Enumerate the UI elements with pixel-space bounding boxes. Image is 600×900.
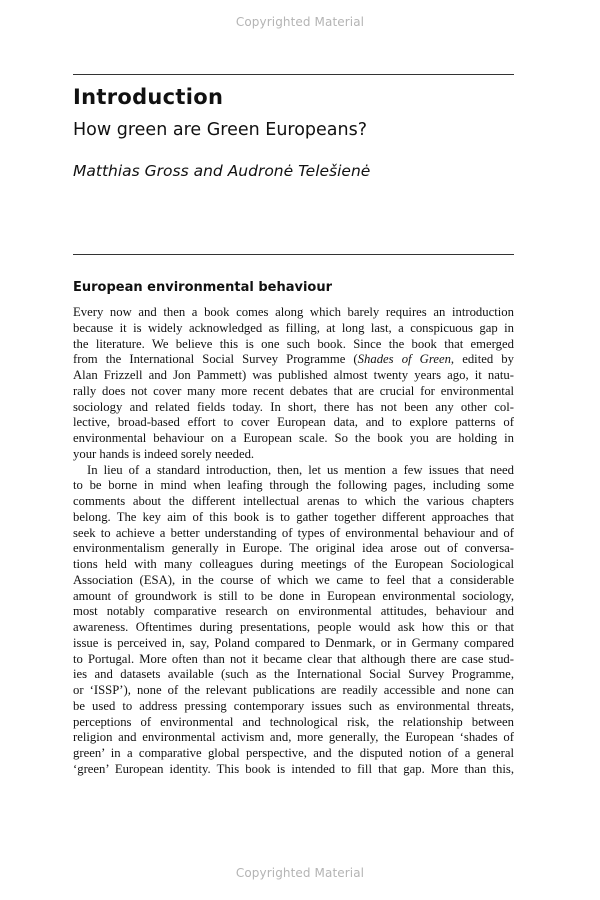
text-line: ies and datasets available (such as the International Social Survey Programme, <box>73 667 514 682</box>
copyright-watermark-bottom: Copyrighted Material <box>235 866 365 880</box>
text-line: Association (ESA), in the course of which we came to feel that a considerable <box>73 572 514 587</box>
text-line: to be borne in mind when leafing through the following pages, including some <box>73 478 514 493</box>
top-divider <box>73 74 514 75</box>
text-line: most notably comparative research on environmental attitudes, behaviour and <box>73 604 514 619</box>
copyright-watermark-top: Copyrighted Material <box>235 15 365 29</box>
text-line: your hands is indeed sorely needed. <box>73 446 255 461</box>
text-line: awareness. Oftentimes during presentations, people would ask how this or that <box>73 620 514 634</box>
text-line: environmental behaviour on a European scale. So the book you are holding in <box>73 431 514 445</box>
text-segment: from the International Social Survey Programme ( <box>73 352 358 367</box>
text-line: sociology and related fields today. In short, there has not been any other col- <box>73 399 514 414</box>
text-line: or ‘ISSP’), none of the relevant publications are readily accessible and none can <box>73 683 514 697</box>
text-line: lective, broad-based effort to cover European data, and to explore patterns of <box>73 415 514 430</box>
text-line: comments about the different intellectual arenas to which the various chapters <box>73 494 514 508</box>
text-line: belong. The key aim of this book is to gather together different approaches that <box>73 509 514 524</box>
text-line: issue is perceived in, say, Poland compared to Denmark, or in Germany compared <box>73 635 514 650</box>
text-line: green’ in a comparative global perspective, and the disputed notion of a general <box>73 746 514 760</box>
paragraph-2 <box>73 463 514 778</box>
chapter-authors: Matthias Gross and Audronė Telešienė <box>73 162 371 180</box>
text-line: ‘green’ European identity. This book is intended to fill that gap. More than this, <box>73 761 514 776</box>
text-line: Alan Frizzell and Jon Pammett) was published almost twenty years ago, it natu- <box>73 368 514 382</box>
text-line: In lieu of a standard introduction, then, let us mention a few issues that need <box>87 462 514 477</box>
text-line: because it is widely acknowledged as filling, at long last, a conspicuous gap in <box>73 320 514 335</box>
text-line: religion and environmental activism and, more generally, the European ‘shades of <box>73 730 514 745</box>
text-segment: , edited by <box>450 352 514 367</box>
text-line: the literature. We believe this is one such book. Since the book that emerged <box>73 336 514 351</box>
paragraph-1 <box>73 305 514 463</box>
text-line: environmentalism generally in Europe. The original idea arose out of conversa- <box>73 541 514 556</box>
text-line: tions held with many colleagues during meetings of the European Sociological <box>73 557 514 571</box>
section-heading: European environmental behaviour <box>73 280 333 295</box>
text-line: Every now and then a book comes along which barely requires an introduction <box>73 305 514 319</box>
body-text <box>73 305 514 778</box>
text-line: be used to address pressing contemporary issues such as environmental threats, <box>73 698 514 713</box>
chapter-title: Introduction <box>73 85 224 109</box>
text-line: to Portugal. More often than not it became clear that although there are case stud- <box>73 651 514 666</box>
bottom-divider <box>73 254 514 255</box>
text-line <box>73 352 514 368</box>
chapter-subtitle: How green are Green Europeans? <box>73 120 368 140</box>
text-line: rally does not cover many more recent debates that are crucial for environmental <box>73 383 514 398</box>
book-title-shades-of-green: Shades of Green <box>357 352 451 367</box>
text-line: perceptions of environmental and technological risk, the relationship between <box>73 714 514 729</box>
text-line: amount of groundwork is still to be done in European environmental sociology, <box>73 588 514 603</box>
text-line: seek to achieve a better understanding of types of environmental behaviour and of <box>73 525 514 540</box>
